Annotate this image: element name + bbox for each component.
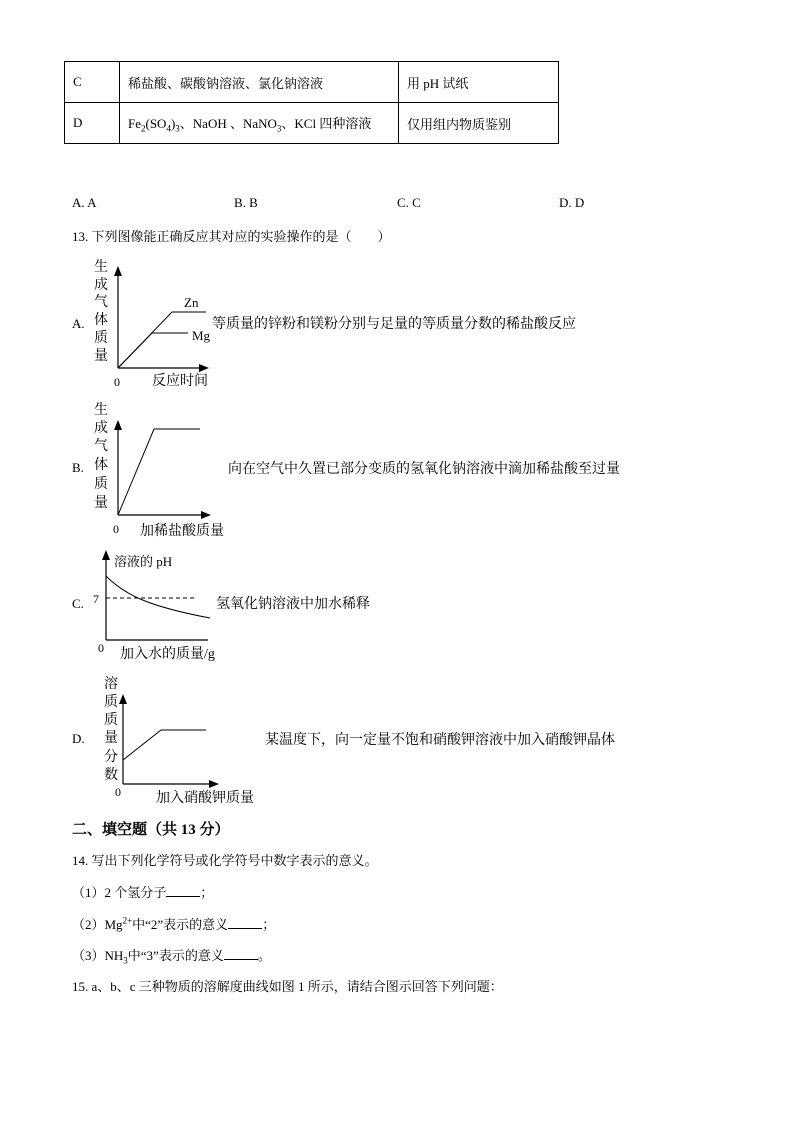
graph-c [88,548,488,666]
row-label: D [65,103,120,144]
svg-text:数: 数 [104,768,118,783]
graph-c-y-arrow [102,550,110,560]
answer-blank[interactable] [224,947,258,960]
graph-b-option-label: B. [72,460,84,475]
graph-c-description: 氢氧化钠溶液中加水稀释 [216,597,370,612]
graph-b-description: 向在空气中久置已部分变质的氢氧化钠溶液中滴加稀盐酸至过量 [228,462,620,477]
row-content: 稀盐酸、碳酸钠溶液、氯化钠溶液 [120,62,399,103]
svg-text:分: 分 [104,750,118,765]
graph-a-y-arrow [114,266,122,276]
graph-d-origin: 0 [115,785,121,799]
graph-d-x-arrow [209,780,219,788]
graph-a-x-arrow [199,364,209,372]
row-method: 仅用组内物质鉴别 [399,103,559,144]
svg-text:气: 气 [94,439,108,454]
svg-text:体: 体 [94,458,108,473]
graph-c-curve [106,576,210,618]
svg-text:质: 质 [94,477,108,492]
table-row [65,103,559,144]
q14-item-2: $(2)Mg^{2+}$中“2”表示的意义 ； [72,915,276,932]
row-method: 用 pH 试纸 [399,62,559,103]
option-a: A. A [72,195,97,210]
q14-stem: 14. 写出下列化学符号或化学符号中数字表示的意义。 [72,853,378,868]
graph-c-tick-7: 7 [93,592,99,606]
graph-a-origin: 0 [114,375,120,389]
graph-b-curve [118,429,200,515]
graph-d [88,672,648,810]
graph-a-mg-label: Mg [192,328,211,343]
graph-a-option-label: A. [72,316,85,331]
graph-b-origin: 0 [113,522,119,536]
svg-text:成: 成 [94,421,108,436]
graph-b [88,398,648,542]
graph-b-y-label [94,401,108,511]
graph-d-curve [123,730,206,760]
graph-a [88,256,588,392]
svg-text:量: 量 [104,731,118,746]
svg-text:质: 质 [104,695,118,710]
graph-d-option-label: D. [72,731,85,746]
graph-a-zn-label: Zn [184,295,199,310]
graph-a-description: 等质量的锌粉和镁粉分别与足量的等质量分数的稀盐酸反应 [212,317,576,332]
q14-item-3: $(3)NH_3$中“3”表示的意义 。 [72,948,271,966]
graph-c-origin: 0 [98,641,104,655]
row-label: C [65,62,120,103]
svg-text:量: 量 [94,496,108,511]
graph-b-x-arrow [201,511,211,519]
graph-b-x-label: 加稀盐酸质量 [140,524,224,539]
q14-item-1: （1）2 个氢分子 ； [72,885,214,900]
graph-c-x-label: 加入水的质量/g [120,647,215,662]
identification-table [64,61,559,144]
option-d: D. D [559,195,585,210]
svg-text:体: 体 [94,313,108,328]
graph-d-x-label: 加入硝酸钾质量 [156,791,254,806]
answer-blank[interactable] [228,916,262,929]
graph-d-y-label [104,675,118,783]
graph-d-y-arrow [119,694,127,704]
graph-c-option-label: C. [72,596,84,611]
option-b: B. B [234,195,258,210]
svg-text:质: 质 [104,713,118,728]
row-content: $Fe_2(SO_4)_3$、NaOH 、NaNO$_3$、KCl 四种溶液 [120,103,399,144]
graph-a-mg-curve [118,333,188,368]
svg-text:生: 生 [94,403,108,418]
svg-text:溶: 溶 [104,677,118,692]
answer-blank[interactable] [166,884,200,897]
svg-text:质: 质 [94,331,108,346]
table-row [65,62,559,103]
graph-c-y-label: 溶液的 pH [114,554,173,569]
q13-stem: 13. 下列图像能正确反应其对应的实验操作的是（ ） [72,229,391,244]
graph-d-description: 某温度下，向一定量不饱和硝酸钾溶液中加入硝酸钾晶体 [265,733,615,748]
svg-text:量: 量 [94,349,108,364]
svg-text:成: 成 [94,278,108,293]
svg-text:气: 气 [94,295,108,310]
graph-a-y-label [94,258,108,364]
graph-b-y-arrow [114,420,122,430]
q15-stem: 15. a、b、c 三种物质的溶解度曲线如图 1 所示，请结合图示回答下列问题： [72,979,503,994]
section-heading: 二、填空题（共 13 分） [72,822,230,838]
option-c: C. C [397,195,421,210]
svg-text:生: 生 [94,260,108,275]
graph-a-x-label: 反应时间 [152,374,208,389]
